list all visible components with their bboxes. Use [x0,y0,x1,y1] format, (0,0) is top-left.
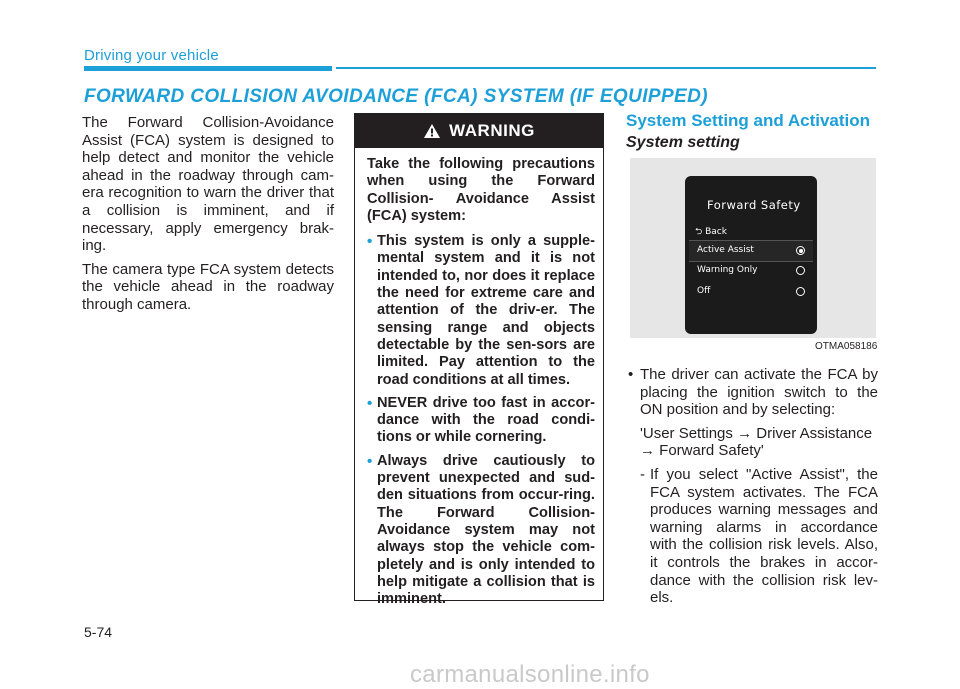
settings-screen-figure [630,158,876,338]
watermark: carmanualsonline.info [410,661,650,688]
warning-triangle-icon [423,123,441,139]
bullet-icon: • [628,366,634,383]
screen-title: Forward Safety [707,198,801,212]
warning-item-text: NEVER drive too fast in accor-dance with the road condi-tions or while cornering. [377,394,595,446]
option-active-assist [689,240,813,262]
section-title: Driving your vehicle [84,47,219,64]
subsection-heading: System setting [626,134,740,151]
intro-paragraph-2: The camera type FCA system detects the vehicle ahead in the roadway through camera. [82,260,334,313]
intro-paragraph-1: The Forward Collision-Avoidance Assist (FCA) system is designed to help detect and monitor the vehicle ahead in the roadway through cam-era recognition to warn the driver that a collision is imminent, and if necessary, apply emergency brak-ing. [82,114,334,255]
option-off [689,282,813,302]
active-assist-note-text: If you select "Active Assist", the FCA system activates. The FCA produces warning messages and warning alarms in accordance with the collision risk levels. Also, it controls the brakes in accor-dance with the collision risk lev-els. [650,465,878,607]
back-arrow-icon: ⮌ [695,227,703,237]
dash-icon: - [640,465,645,483]
radio-unselected-icon [796,287,805,296]
settings-screen [685,176,817,334]
warning-item-text: This system is only a supple-mental system and it is not intended to, nor does it replace the need for extreme care and attention of the driv-er. The sensing range and objects detectable by the sen-sors are limited. Pay attention to the road conditions at all times. [377,233,595,388]
menu-path: 'User Settings → Driver Assistance → Forward Safety' [640,424,873,460]
activation-text [626,366,878,607]
warning-intro: Take the following precautions when using the Forward Collision- Avoidance Assist (FCA) system: [367,156,595,224]
bullet-icon: • [367,233,373,251]
warning-header [355,114,603,148]
radio-selected-icon [796,246,805,255]
page-heading: FORWARD COLLISION AVOIDANCE (FCA) SYSTEM (IF EQUIPPED) [84,86,708,107]
page-number: 5-74 [84,624,113,640]
option-label: Active Assist [697,245,754,255]
radio-unselected-icon [796,266,805,275]
warning-item [367,395,595,447]
warning-body [355,148,603,608]
header-bar [84,66,332,71]
back-label: Back [705,227,727,237]
warning-item [367,233,595,389]
warning-item [367,453,595,609]
activation-bullet [626,366,878,419]
option-label: Warning Only [697,265,758,275]
warning-box [354,113,604,608]
active-assist-note [626,466,878,607]
intro-text [82,114,334,320]
back-button [695,224,727,240]
bullet-icon: • [367,452,373,470]
image-code: OTMA058186 [815,341,878,352]
activation-bullet-text: The driver can activate the FCA by placing the ignition switch to the ON position and by selecting: [640,366,878,419]
option-warning-only [689,261,813,281]
warning-item-text: Always drive cautiously to prevent unexpected and sud-den situations from occur-ring. The Forward Collision-Avoidance system may not always stop the vehicle com-pletely and is only intended to help mitigate a collision that is imminent. [377,452,595,608]
warning-title: WARNING [449,121,535,140]
warning-list [367,233,595,608]
section-heading: System Setting and Activation [626,111,871,130]
header-rule [336,67,876,69]
bullet-icon: • [367,394,373,412]
option-label: Off [697,286,711,296]
